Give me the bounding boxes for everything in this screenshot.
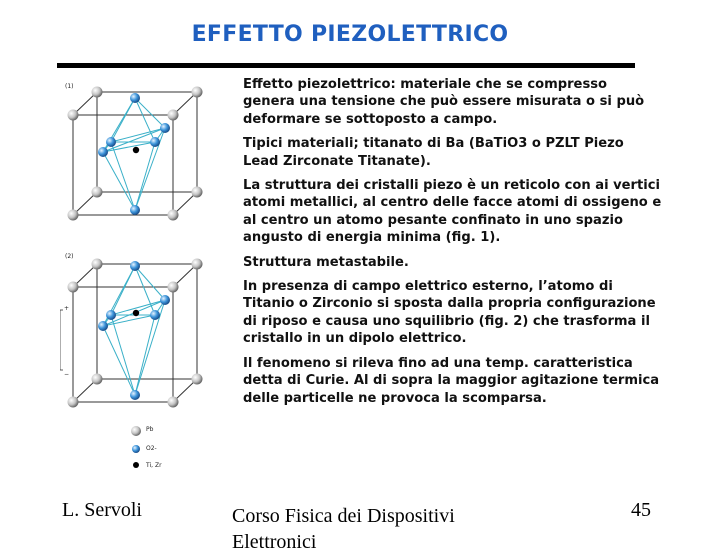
slide-title: EFFETTO PIEZOLETTRICO <box>191 22 509 47</box>
field-axis <box>60 305 69 378</box>
paragraph-structure: La struttura dei cristalli piezo è un reticolo con ai vertici atomi metallici, al centro delle facce atomi di ossigeno e al centro un atomo pesante confinato in uno spazio angusto di energia minima (fig. 1). <box>243 178 662 246</box>
perovskite-figure <box>60 70 220 470</box>
unit-cell-1 <box>68 87 203 221</box>
unit-cell-2 <box>60 259 203 408</box>
body-text <box>243 76 663 414</box>
corner-atoms-2 <box>68 259 203 408</box>
title-divider <box>57 63 635 68</box>
figure-label-1: (1) <box>65 83 74 90</box>
legend-ti-zr: Ti, Zr <box>146 462 162 469</box>
paragraph-electric-field: In presenza di campo elettrico esterno, l’atomo di Titanio o Zirconio si sposta dalla propria configurazione di riposo e causa uno squilibrio (fig. 2) che trasforma il cristallo in un dipolo elettrico. <box>243 279 656 347</box>
paragraph-metastable: Struttura metastabile. <box>243 254 409 270</box>
footer-author: L. Servoli <box>62 499 142 521</box>
axis-plus-label: + <box>64 305 70 312</box>
legend-oxygen: O2- <box>146 445 157 452</box>
axis-minus-label: − <box>64 371 70 378</box>
paragraph-definition: Effetto piezolettrico: materiale che se compresso genera una tensione che può essere misurata o si può deformare se sottoposto a campo. <box>243 77 645 127</box>
displaced-center-atom <box>133 310 139 316</box>
center-atom <box>133 147 139 153</box>
figure-label-2: (2) <box>65 253 74 260</box>
footer-course: Corso Fisica dei Dispositivi Elettronici <box>232 505 455 553</box>
atom-legend <box>131 426 162 469</box>
legend-pb: Pb <box>146 426 154 433</box>
page-number: 45 <box>631 499 651 521</box>
oxygen-atoms <box>98 93 170 215</box>
paragraph-curie: Il fenomeno si rileva fino ad una temp. caratteristica detta di Curie. Al di sopra la maggior agitazione termica delle particelle ne provoca la scomparsa. <box>243 355 660 406</box>
paragraph-materials: Tipici materiali; titanato di Ba (BaTiO3 o PZLT Piezo Lead Zirconate Titanate). <box>243 136 624 169</box>
